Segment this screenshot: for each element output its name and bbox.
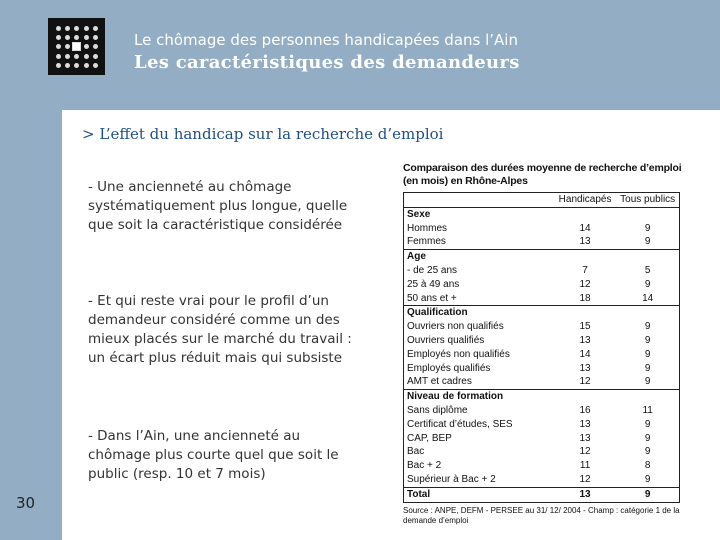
header-empty-cell: [404, 193, 554, 208]
table-row: [404, 278, 680, 292]
row-label: Ouvriers qualifiés: [407, 334, 485, 346]
value-handicapes: 15: [579, 321, 591, 333]
duration-table-block: [403, 162, 685, 526]
row-label: Employés qualifiés: [407, 362, 491, 374]
table-caption: Comparaison des durées moyenne de recherche d’emploi (en mois) en Rhône-Alpes: [403, 162, 682, 187]
row-label: Ouvriers non qualifiés: [407, 321, 504, 333]
bullet-text-2: - Et qui reste vrai pour le profil d’un demandeur considéré comme un des mieux placés sur le marché du travail : un écart plus réduit mais qui subsiste: [88, 293, 352, 366]
table-row: [404, 459, 680, 473]
row-label: Employés non qualifiés: [407, 348, 510, 360]
total-label: Total: [407, 488, 431, 500]
value-handicapes: 13: [579, 334, 591, 346]
value-handicapes: 18: [579, 292, 591, 304]
page-number: 30: [16, 494, 36, 512]
row-label: Femmes: [407, 236, 446, 248]
value-handicapes: 12: [579, 446, 591, 458]
row-label: CAP, BEP: [407, 432, 452, 444]
value-handicapes: 14: [579, 348, 591, 360]
row-label: Certificat d’études, SES: [407, 418, 513, 430]
table-row: [404, 292, 680, 306]
value-tous-publics: 8: [644, 460, 651, 472]
table-category-row: [404, 207, 680, 221]
value-tous-publics: 9: [644, 362, 651, 374]
table-category-row: [404, 250, 680, 264]
row-label: 50 ans et +: [407, 292, 457, 304]
value-tous-publics: 14: [642, 292, 654, 304]
value-tous-publics: 9: [644, 236, 651, 248]
column-header-handicapes: Handicapés: [558, 194, 612, 205]
category-label: Niveau de formation: [407, 391, 504, 403]
value-handicapes: 16: [579, 404, 591, 416]
table-total-row: [404, 487, 680, 502]
category-label: Sexe: [407, 208, 431, 220]
table-source-note: Source : ANPE, DEFM - PERSEE au 31/ 12/ 2004 - Champ : catégorie 1 de la demande d’emploi: [403, 505, 680, 525]
logo-grid-icon: [48, 18, 105, 75]
table-row: [404, 222, 680, 236]
table-row: [404, 432, 680, 446]
value-tous-publics: 5: [644, 264, 651, 276]
total-tous-publics: 9: [644, 488, 651, 500]
table-row: [404, 445, 680, 459]
table-body: [404, 207, 680, 502]
value-tous-publics: 9: [644, 418, 651, 430]
table-category-row: [404, 390, 680, 404]
value-handicapes: 13: [579, 236, 591, 248]
value-handicapes: 12: [579, 278, 591, 290]
row-label: Hommes: [407, 222, 448, 234]
table-category-row: [404, 306, 680, 320]
value-tous-publics: 9: [644, 278, 651, 290]
value-handicapes: 12: [579, 376, 591, 388]
value-tous-publics: 9: [644, 446, 651, 458]
table-row: [404, 375, 680, 389]
value-handicapes: 14: [579, 222, 591, 234]
value-tous-publics: 9: [644, 321, 651, 333]
bullet-text-1: - Une ancienneté au chômage systématiquement plus longue, quelle que soit la caractéristique considérée: [88, 179, 348, 233]
value-tous-publics: 9: [644, 376, 651, 388]
bullet-text-3: - Dans l’Ain, une ancienneté au chômage plus courte quel que soit le public (resp. 10 et 7 mois): [88, 428, 339, 482]
table-row: [404, 348, 680, 362]
table-row: [404, 418, 680, 432]
category-label: Qualification: [407, 307, 468, 319]
value-handicapes: 12: [579, 473, 591, 485]
table-row: [404, 235, 680, 249]
row-label: Supérieur à Bac + 2: [407, 473, 496, 485]
row-label: AMT et cadres: [407, 376, 472, 388]
value-handicapes: 7: [582, 264, 588, 276]
value-handicapes: 13: [579, 418, 591, 430]
row-label: Bac + 2: [407, 460, 442, 472]
category-label: Age: [407, 251, 426, 263]
section-heading: > L’effet du handicap sur la recherche d’emploi: [82, 125, 444, 143]
value-tous-publics: 9: [644, 432, 651, 444]
total-handicapes: 13: [579, 488, 591, 500]
row-label: - de 25 ans: [407, 264, 458, 276]
table-row: [404, 320, 680, 334]
value-handicapes: 13: [579, 432, 591, 444]
slide-title: Les caractéristiques des demandeurs: [134, 52, 520, 73]
value-tous-publics: 9: [644, 348, 651, 360]
row-label: 25 à 49 ans: [407, 278, 460, 290]
column-header-tous-publics: Tous publics: [620, 194, 676, 205]
value-tous-publics: 9: [644, 473, 651, 485]
value-tous-publics: 9: [644, 222, 651, 234]
table-row: [404, 334, 680, 348]
table-row: [404, 264, 680, 278]
left-sidebar-band: [0, 110, 62, 540]
table-row: [404, 473, 680, 487]
table-row: [404, 362, 680, 376]
value-tous-publics: 9: [644, 334, 651, 346]
value-handicapes: 13: [579, 362, 591, 374]
value-handicapes: 11: [579, 460, 591, 472]
table-row: [404, 404, 680, 418]
slide-subtitle: Le chômage des personnes handicapées dans l’Ain: [134, 31, 518, 49]
table-header-row: [404, 193, 680, 208]
duration-table: [403, 192, 680, 503]
row-label: Sans diplôme: [407, 404, 468, 416]
value-tous-publics: 11: [642, 404, 653, 416]
row-label: Bac: [407, 446, 425, 458]
